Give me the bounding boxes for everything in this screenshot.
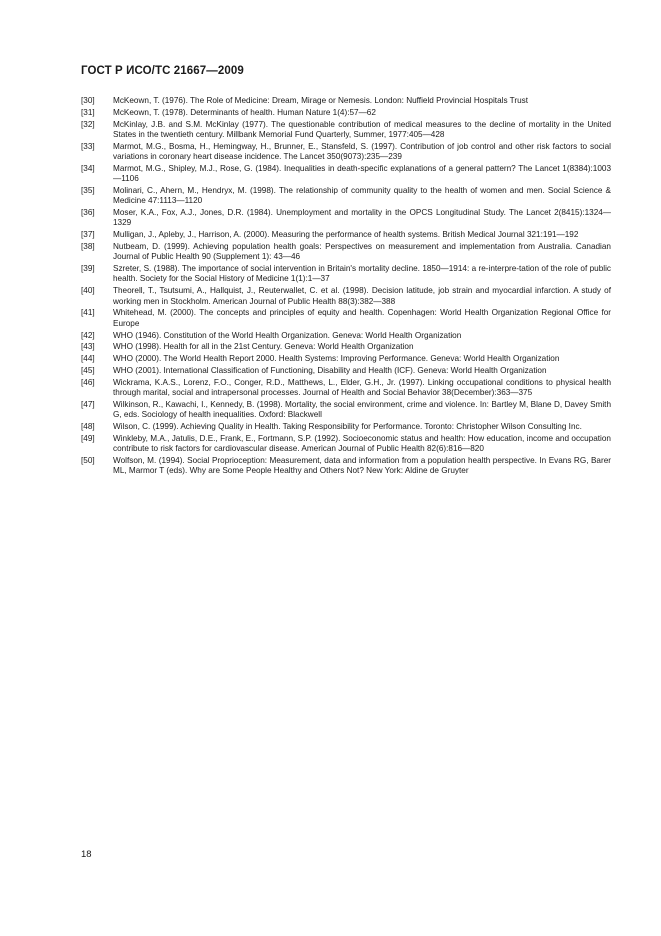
reference-text: Whitehead, M. (2000). The concepts and principles of equity and health. Copenhagen: World Health Organization Regional Office for Europe [113, 308, 611, 328]
reference-number: [36] [81, 208, 95, 218]
reference-item [81, 230, 611, 240]
reference-text: Wolfson, M. (1994). Social Proprioception: Measurement, data and information from a population health perspective. In Evans RG, Barer ML, Marmor T (eds). Why are Some People Healthy and Others Not? New York: Aldine de Gruyter [113, 456, 611, 476]
reference-item [81, 400, 611, 420]
reference-text: WHO (2000). The World Health Report 2000. Health Systems: Improving Performance. Geneva: World Health Organization [113, 354, 560, 364]
reference-number: [46] [81, 378, 95, 388]
reference-item [81, 142, 611, 162]
reference-number: [35] [81, 186, 95, 196]
document-header: ГОСТ Р ИСО/ТС 21667—2009 [81, 65, 244, 77]
reference-item [81, 286, 611, 306]
reference-number: [45] [81, 366, 95, 376]
reference-number: [40] [81, 286, 95, 296]
reference-number: [39] [81, 264, 95, 274]
reference-text: Winkleby, M.A., Jatulis, D.E., Frank, E., Fortmann, S.P. (1992). Socioeconomic status and health: How education, income and occupation contribute to risk factors for cardiovascular disease. American Journal of Public Health 82(6):816—820 [113, 434, 611, 454]
reference-item [81, 264, 611, 284]
page-number: 18 [81, 849, 92, 860]
reference-number: [32] [81, 119, 95, 129]
reference-number: [41] [81, 308, 95, 318]
reference-item [81, 208, 611, 228]
reference-number: [48] [81, 422, 95, 432]
reference-number: [47] [81, 400, 95, 410]
reference-text: McKinlay, J.B. and S.M. McKinlay (1977). The questionable contribution of medical measures to the decline of mortality in the United States in the twentieth century. Millbank Memorial Fund Quarterly, Summer, 1977:405—428 [113, 119, 611, 139]
reference-item [81, 108, 611, 118]
reference-number: [31] [81, 107, 95, 117]
reference-number: [42] [81, 330, 95, 340]
reference-text: Molinari, C., Ahern, M., Hendryx, M. (1998). The relationship of community quality to the health of women and men. Social Science & Medicine 47:1113—1120 [113, 186, 611, 206]
reference-item [81, 342, 611, 352]
reference-text: Wilkinson, R., Kawachi, I., Kennedy, B. (1998). Mortality, the social environment, crime and violence. In: Bartley M, Blane D, Davey Smith G, eds. Sociology of health inequalities. Oxford: Blackwell [113, 400, 611, 420]
reference-item [81, 434, 611, 454]
reference-text: Szreter, S. (1988). The importance of social intervention in Britain's mortality decline. 1850—1914: a re-interpre-tation of the role of public health. Society for the Social History of Medicine 1(1):1—37 [113, 264, 611, 284]
reference-number: [30] [81, 96, 95, 105]
reference-number: [50] [81, 456, 95, 466]
reference-item [81, 120, 611, 140]
reference-number: [37] [81, 230, 95, 240]
reference-text: Marmot, M.G., Shipley, M.J., Rose, G. (1984). Inequalities in death-specific explanations of a general pattern? The Lancet 1(8384):1003—1106 [113, 163, 611, 184]
reference-item [81, 242, 611, 262]
reference-number: [44] [81, 354, 95, 364]
reference-number: [33] [81, 141, 95, 151]
reference-text: Wilson, C. (1999). Achieving Quality in Health. Taking Responsibility for Performance. Toronto: Christopher Wilson Consulting Inc. [113, 422, 582, 432]
reference-number: [38] [81, 242, 95, 252]
reference-item [81, 186, 611, 206]
reference-text: Wickrama, K.A.S., Lorenz, F.O., Conger, R.D., Matthews, L., Elder, G.H., Jr. (1997). Linking occupational conditions to physical health through marital, social and intrapersonal processes. Journal of Health and Social Behavior 38(December):363—375 [113, 378, 611, 398]
reference-item [81, 308, 611, 328]
reference-text: Theorell, T., Tsutsumi, A., Hallquist, J., Reuterwallet, C. et al. (1998). Decision latitude, job strain and myocardial infarction. A study of working men in Stockholm. American Journal of Public Health 88(3):382—388 [113, 286, 611, 306]
reference-text: Mulligan, J., Apleby, J., Harrison, A. (2000). Measuring the performance of health systems. British Medical Journal 321:191—192 [113, 230, 579, 240]
reference-item [81, 456, 611, 476]
reference-number: [34] [81, 163, 95, 173]
reference-item [81, 331, 611, 341]
reference-item [81, 164, 611, 184]
reference-item [81, 378, 611, 398]
reference-text: WHO (1998). Health for all in the 21st Century. Geneva: World Health Organization [113, 342, 414, 352]
reference-item [81, 354, 611, 364]
reference-text: McKeown, T. (1978). Determinants of health. Human Nature 1(4):57—62 [113, 107, 376, 117]
reference-list [81, 96, 611, 478]
reference-text: Marmot, M.G., Bosma, H., Hemingway, H., Brunner, E., Stansfeld, S. (1997). Contribution of job control and other risk factors to social variations in coronary heart disease incidence. The Lancet 350(9073):235—239 [113, 141, 611, 162]
reference-text: WHO (2001). International Classification of Functioning, Disability and Health (ICF). Geneva: World Health Organization [113, 366, 547, 376]
reference-number: [43] [81, 342, 95, 352]
reference-item [81, 366, 611, 376]
reference-item [81, 96, 611, 106]
reference-text: Nutbeam, D. (1999). Achieving population health goals: Perspectives on measurement and implementation from Australia. Canadian Journal of Public Health 90 (Supplement 1): 43—46 [113, 242, 611, 262]
reference-text: McKeown, T. (1976). The Role of Medicine: Dream, Mirage or Nemesis. London: Nuffield Provincial Hospitals Trust [113, 96, 529, 105]
reference-text: Moser, K.A., Fox, A.J., Jones, D.R. (1984). Unemployment and mortality in the OPCS Longitudinal Study. The Lancet 2(8415):1324—1329 [113, 208, 611, 228]
reference-item [81, 422, 611, 432]
reference-number: [49] [81, 434, 95, 444]
reference-text: WHO (1946). Constitution of the World Health Organization. Geneva: World Health Organization [113, 330, 462, 340]
